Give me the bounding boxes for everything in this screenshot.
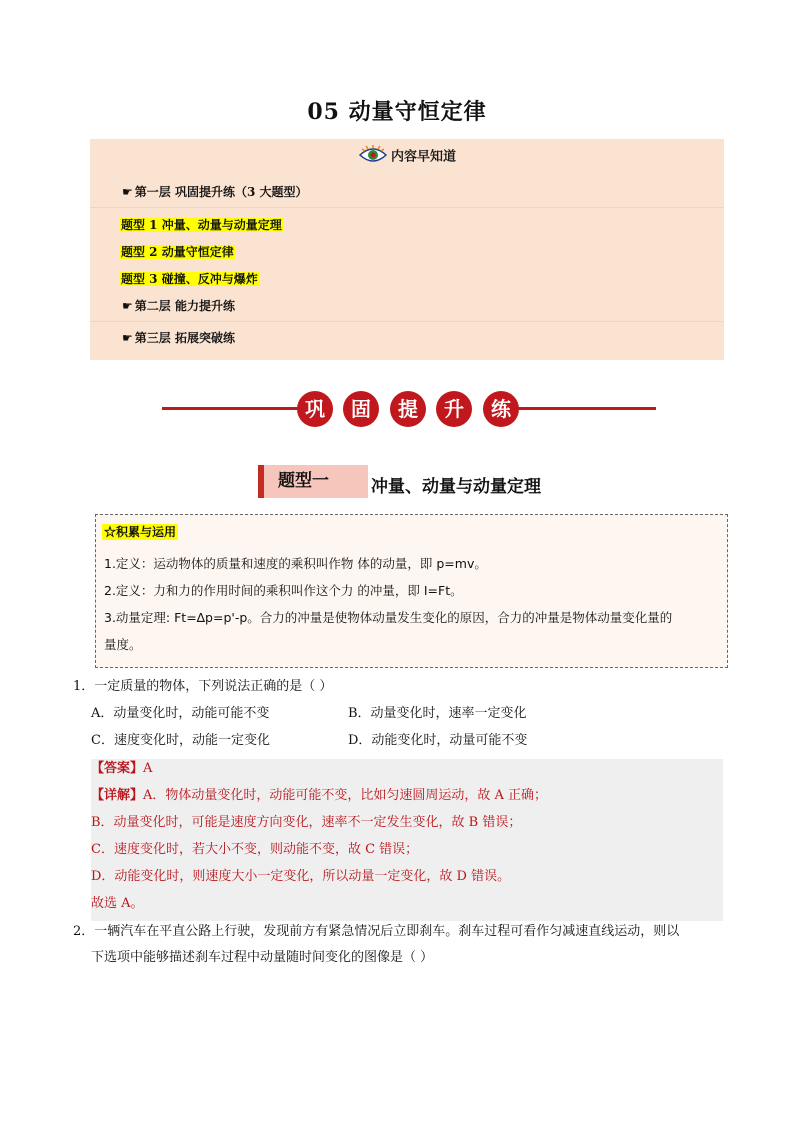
detail-line: C．速度变化时，若大小不变，则动能不变，故 C 错误； [91,842,419,857]
question-1-stem: 1．一定质量的物体，下列说法正确的是（ ） [73,679,333,694]
question-2-line-1: 2．一辆汽车在平直公路上行驶，发现前方有紧急情况后立即刹车。刹车过程可看作匀减速直线运动，则以 [73,924,680,939]
section-title: 冲量、动量与动量定理 [371,477,541,497]
toc-panel [90,139,724,360]
question-1-option-a[interactable]: A．动量变化时，动能可能不变 [91,706,270,721]
section-label-box [258,465,368,498]
banner-rule-left [162,407,302,410]
knowledge-line: 2.定义：力和力的作用时间的乘积叫作这个力 的冲量，即 I=Ft。 [104,583,463,598]
answer-line: 【答案】A [91,761,153,776]
toc-type-1[interactable]: 题型 1 冲量、动量与动量定理 [121,218,282,232]
toc-heading: 内容早知道 [90,145,724,169]
detail-line: D．动能变化时，则速度大小一定变化，所以动量一定变化，故 D 错误。 [91,869,511,884]
toc-layer-2[interactable]: ☛ 第二层 能力提升练 [90,291,724,322]
star-icon: ☆ [104,525,117,539]
section-label-bar [258,465,264,498]
knowledge-line: 1.定义：运动物体的质量和速度的乘积叫作物 体的动量，即 p=mv。 [104,556,487,571]
knowledge-line: 量度。 [104,637,142,652]
section-label: 题型一 [278,471,329,491]
hand-pointer-icon: ☛ [122,331,133,345]
page-title: 05 动量守恒定律 [307,99,487,125]
toc-layer-1[interactable]: ☛ 第一层 巩固提升练（3 大题型） [90,177,724,208]
detail-line: B．动量变化时，可能是速度方向变化，速率不一定发生变化，故 B 错误； [91,815,522,830]
knowledge-box [95,514,728,668]
toc-layer-3[interactable]: ☛ 第三层 拓展突破练 [122,331,235,345]
detail-line: 【详解】A．物体动量变化时，动能可能不变，比如匀速圆周运动，故 A 正确； [91,788,548,803]
banner-char: 固 [343,391,379,427]
hand-pointer-icon: ☛ [122,299,133,313]
banner-char: 升 [436,391,472,427]
question-2-line-2: 下选项中能够描述刹车过程中动量随时间变化的图像是（ ） [91,950,434,965]
hand-pointer-icon: ☛ [122,185,133,199]
question-1-option-b[interactable]: B．动量变化时，速率一定变化 [348,706,527,721]
toc-type-3[interactable]: 题型 3 碰撞、反冲与爆炸 [121,272,258,286]
knowledge-heading: ☆积累与运用 [104,525,177,539]
toc-type-2[interactable]: 题型 2 动量守恒定律 [121,245,234,259]
eye-icon [358,145,388,169]
banner-char: 巩 [297,391,333,427]
section-banner [297,391,519,427]
question-1-option-d[interactable]: D．动能变化时，动量可能不变 [348,733,528,748]
conclusion-line: 故选 A。 [91,896,144,911]
banner-char: 提 [390,391,426,427]
knowledge-line: 3.动量定理: Ft=∆p=p'-p。合力的冲量是使物体动量发生变化的原因，合力的冲量是物体动量变化量的 [104,610,673,625]
question-1-option-c[interactable]: C．速度变化时，动能一定变化 [91,733,270,748]
banner-rule-right [514,407,656,410]
banner-char: 练 [483,391,519,427]
